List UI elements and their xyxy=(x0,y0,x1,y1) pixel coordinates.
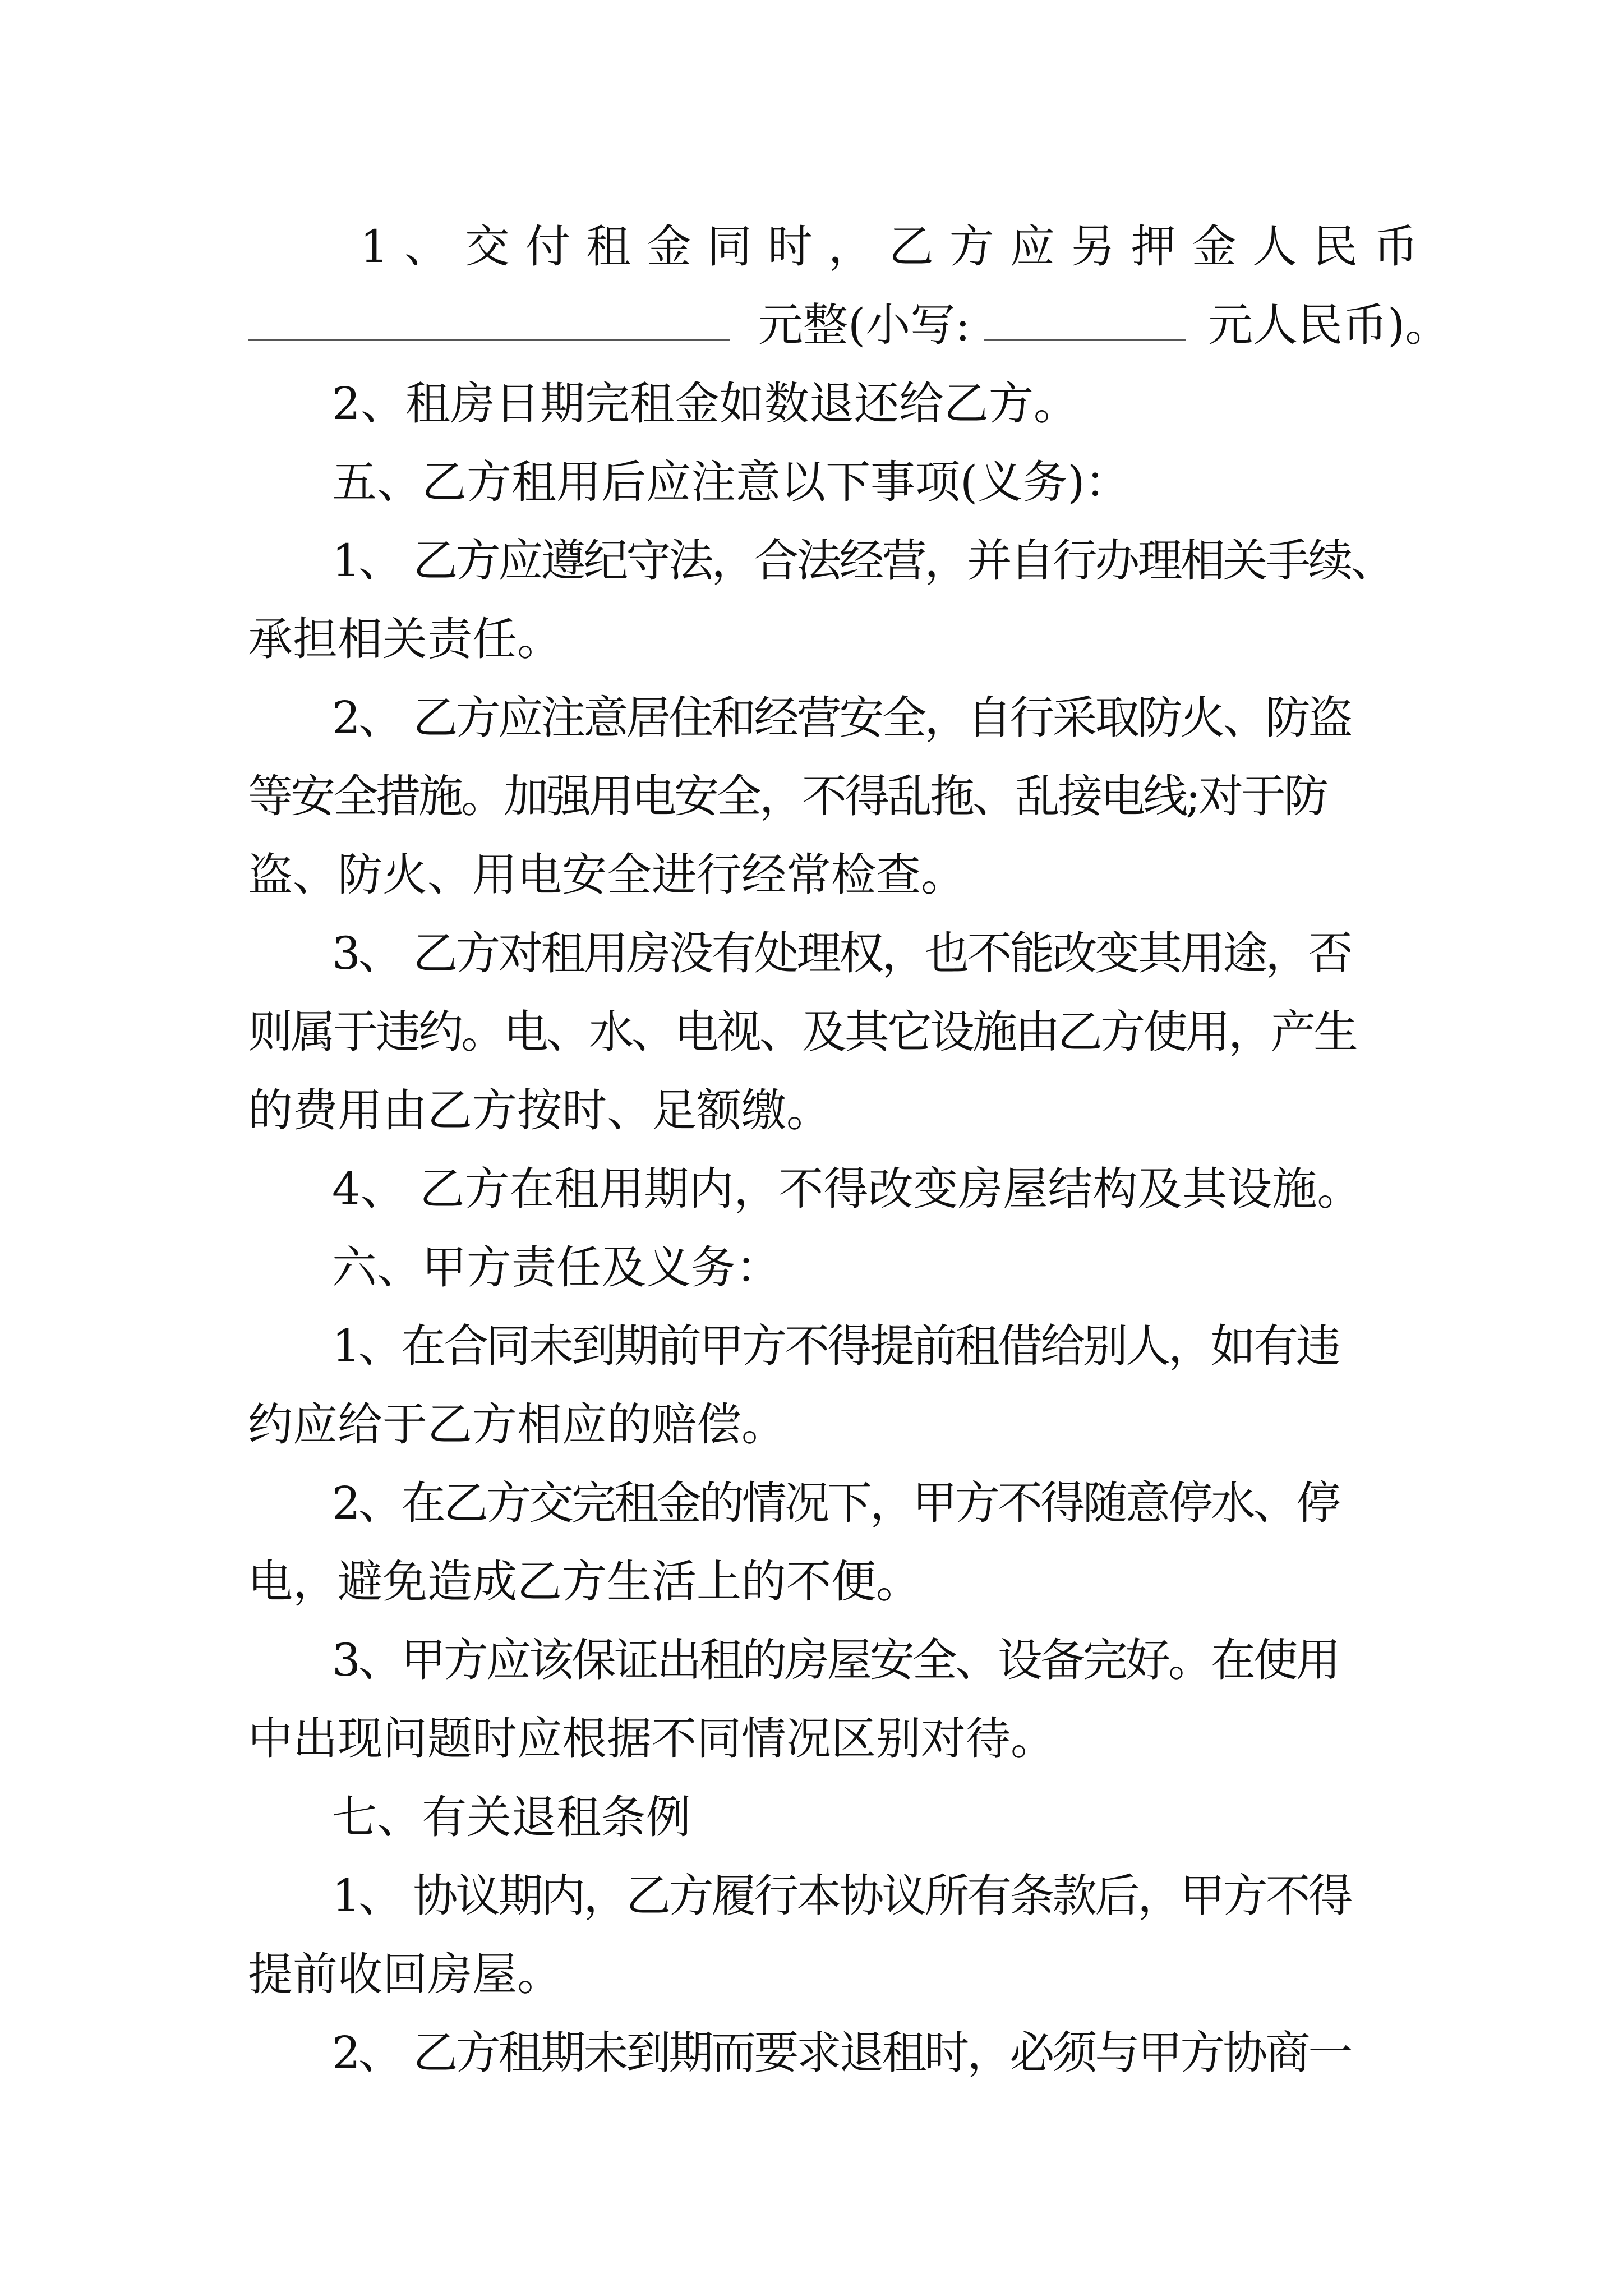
section-heading-5: 五、乙方租用后应注意以下事项(义务)： xyxy=(332,456,1130,508)
text-line: 1、 乙方应遵纪守法，合法经营，并自行办理相关手续、 xyxy=(332,535,1394,587)
text-line: 1、在合同未到期前甲方不得提前租借给别人，如有违 xyxy=(332,1320,1339,1372)
text-line: 3、 乙方对租用房没有处理权，也不能改变其用途，否 xyxy=(332,927,1351,979)
deposit-lowercase-blank[interactable] xyxy=(984,300,1186,341)
text-line: 2、 乙方应注意居住和经营安全，自行采取防火、防盗 xyxy=(332,692,1351,744)
text-line: 3、甲方应该保证出租的房屋安全、设备完好。在使用 xyxy=(332,1634,1339,1686)
text-line: 约应给于乙方相应的赔偿。 xyxy=(248,1398,786,1451)
text-line: 2、租房日期完租金如数退还给乙方。 xyxy=(332,378,1078,430)
deposit-amount-blank[interactable] xyxy=(248,300,730,341)
deposit-clause-line-2 xyxy=(248,286,1450,365)
text-line: 电，避免造成乙方生活上的不便。 xyxy=(248,1556,921,1608)
section-heading-7: 七、有关退租条例 xyxy=(332,1791,691,1843)
text-line: 则属于违约。电、水、电视、及其它设施由乙方使用，产生 xyxy=(248,1006,1356,1058)
text-line: 盗、防火、用电安全进行经常检查。 xyxy=(248,849,966,901)
deposit-currency-text: 元人民币)。 xyxy=(1208,299,1450,351)
text-line: 2、在乙方交完租金的情况下，甲方不得随意停水、停 xyxy=(332,1477,1339,1529)
text-line: 承担相关责任。 xyxy=(248,613,562,665)
text-line: 2、 乙方租期未到期而要求退租时，必须与甲方协商一 xyxy=(332,2027,1351,2079)
text-line: 提前收回房屋。 xyxy=(248,1948,562,2000)
contract-text xyxy=(248,208,1450,2092)
section-heading-6: 六、甲方责任及义务： xyxy=(332,1241,781,1294)
text-line: 中出现问题时应根据不同情况区别对待。 xyxy=(248,1713,1055,1765)
deposit-clause-line-1: 1、交付租金同时，乙方应另押金人民币 xyxy=(360,220,1434,273)
text-line: 4、 乙方在租用期内，不得改变房屋结构及其设施。 xyxy=(332,1163,1362,1215)
text-line: 等安全措施。加强用电安全，不得乱拖、乱接电线;对于防 xyxy=(248,770,1326,822)
deposit-unit-text: 元整(小写: xyxy=(758,299,971,351)
text-line: 的费用由乙方按时、足额缴。 xyxy=(248,1084,831,1137)
text-line: 1、 协议期内，乙方履行本协议所有条款后，甲方不得 xyxy=(332,1870,1351,1922)
